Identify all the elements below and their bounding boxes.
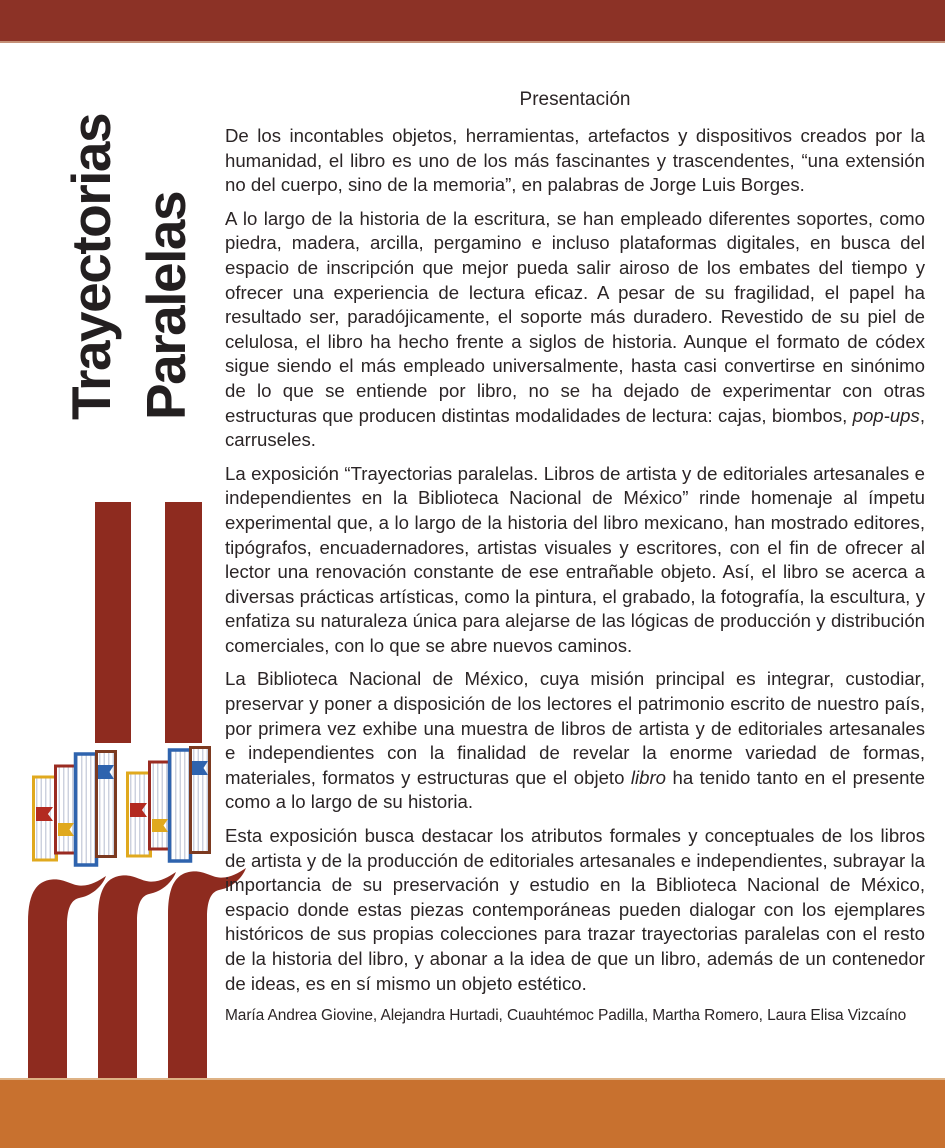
top-maroon-band — [0, 0, 945, 43]
paragraph-1: De los incontables objetos, herramientas, artefactos y dispositivos creados por la humanidad, el libro es uno de los más fascinantes y trascendentes, “una extensión no del cuerpo, sino de la memoria”, en palabras de Jorge Luis Borges. — [225, 125, 925, 196]
vertical-exhibition-title — [54, 64, 206, 420]
authors-line: María Andrea Giovine, Alejandra Hurtadi, Cuauhtémoc Padilla, Martha Romero, Laura Elisa Vizcaíno — [225, 1007, 907, 1024]
main-text-column — [225, 88, 925, 1005]
maroon-bar-right — [165, 502, 202, 743]
title-line-trayectorias: Trayectorias — [60, 113, 122, 420]
presentation-heading: Presentación — [519, 89, 631, 110]
bottom-orange-band — [0, 1078, 945, 1148]
paragraph-3: La exposición “Trayectorias paralelas. Libros de artista y de editoriales artesanales e independientes en la Biblioteca Nacional de México” rinde homenaje al ímpetu experimental que, a lo largo de la historia del libro mexicano, han mostrado editores, tipógrafos, encuadernadores, artistas visuales y escritores, con el fin de ofrecer al lector una renovación constante de ese entrañable objeto. Así, el libro se acerca a diversas prácticas artísticas, como la pintura, el grabado, la fotografía, la escultura, y enfatiza su naturaleza única para alejarse de las lógicas de producción y distribución comerciales, con lo que se abre nuevos caminos. — [225, 462, 925, 656]
paragraph-4: La Biblioteca Nacional de México, cuya misión principal es integrar, custodiar, preservar y poner a disposición de los lectores el patrimonio escrito de nuestro país, por primera vez exhibe una muestra de libros de artista y de editoriales artesanales e independientes con la finalidad de revelar la enorme variedad de formas, materiales, formatos y estructuras que el objeto libro ha tenido tanto en el presente como a lo largo de su historia. — [225, 668, 925, 813]
curved-strokes-graphic — [26, 868, 258, 1078]
brushstroke-2 — [98, 872, 176, 1078]
brushstroke-1 — [28, 876, 106, 1078]
title-line-paralelas: Paralelas — [135, 191, 197, 420]
book-spines-illustration — [30, 746, 216, 874]
maroon-bar-left — [95, 502, 131, 743]
paragraph-2: A lo largo de la historia de la escritura, se han empleado diferentes soportes, como piedra, madera, arcilla, pergamino e incluso plataformas digitales, en busca del espacio de inscripción que mejor pueda salir airoso de los embates del tiempo y ofrecer una experiencia de lectura eficaz. A pesar de su fragilidad, el papel ha resultado ser, paradójicamente, el soporte más duradero. Revestido de su piel de celulosa, el libro ha hecho frente a siglos de historia. Aunque el formato de códex sigue siendo el más empleado universalmente, hasta casi convertirse en sinónimo de lo que se entiende por libro, no se ha dejado de experimentar con otras estructuras que producen distintas modalidades de lectura: cajas, biombos, pop-ups, carruseles. — [225, 207, 925, 451]
paragraph-5: Esta exposición busca destacar los atributos formales y conceptuales de los libros de artista y de la producción de editoriales artesanales e independientes, subrayar la importancia de su preservación y estudio en la Biblioteca Nacional de México, espacio donde estas piezas contemporáneas pueden dialogar con los ejemplares históricos de sus propias colecciones para trazar trayectorias paralelas con el resto de la historia del libro, y abonar a la idea de que un libro, además de un contenedor de ideas, es en sí mismo un objeto estético. — [225, 825, 925, 994]
